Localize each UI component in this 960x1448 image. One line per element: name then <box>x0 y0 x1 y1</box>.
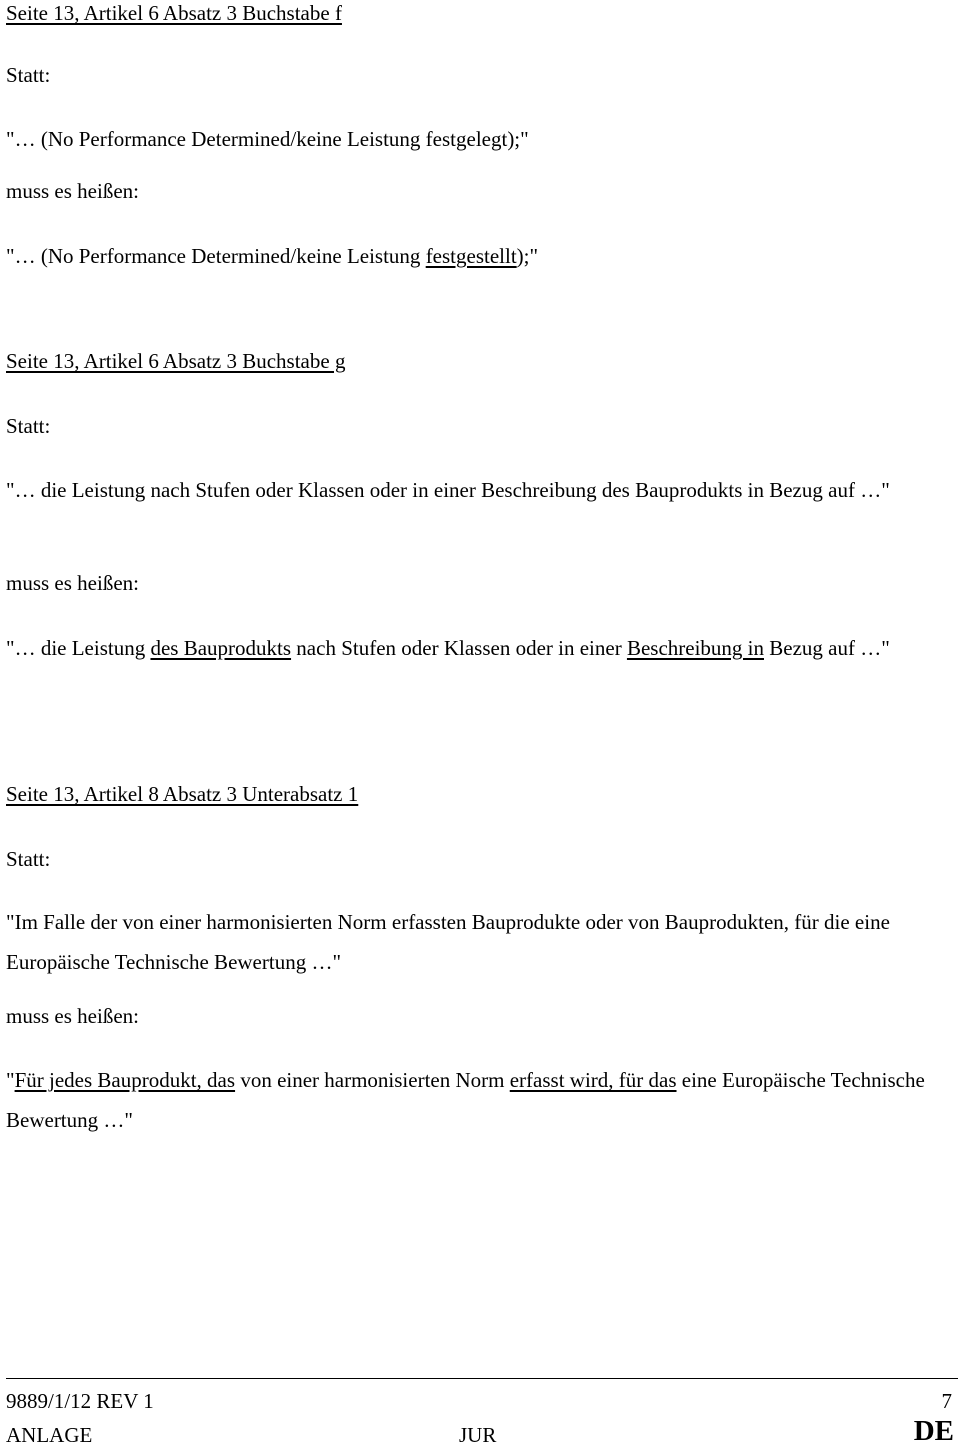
department-label: JUR <box>459 1423 497 1447</box>
old-text: "… (No Performance Determined/keine Leistung festgelegt);" <box>6 127 529 151</box>
muss-label: muss es heißen: <box>6 1004 139 1028</box>
language-code: DE <box>913 1415 954 1447</box>
new-text: "Für jedes Bauprodukt, das von einer harmonisierten Norm erfasst wird, für das eine Europäische Technische Bewertung …" <box>6 1068 925 1132</box>
muss-label: muss es heißen: <box>6 571 139 595</box>
statt-label: Statt: <box>6 414 51 438</box>
section-heading: Seite 13, Artikel 6 Absatz 3 Buchstabe g <box>6 349 346 373</box>
new-text: "… (No Performance Determined/keine Leistung festgestellt);" <box>6 244 539 268</box>
muss-label: muss es heißen: <box>6 179 139 203</box>
statt-label: Statt: <box>6 847 51 871</box>
page-number: 7 <box>941 1389 952 1413</box>
annex-label: ANLAGE <box>6 1423 93 1447</box>
section-heading: Seite 13, Artikel 8 Absatz 3 Unterabsatz 1 <box>6 782 359 806</box>
new-text: "… die Leistung des Bauprodukts nach Stufen oder Klassen oder in einer Beschreibung in Bezug auf …" <box>6 636 890 660</box>
old-text: "… die Leistung nach Stufen oder Klassen oder in einer Beschreibung des Bauprodukts in Bezug auf …" <box>6 478 890 502</box>
section-heading: Seite 13, Artikel 6 Absatz 3 Buchstabe f <box>6 1 342 25</box>
old-text: "Im Falle der von einer harmonisierten Norm erfassten Bauprodukte oder von Bauprodukten, für die eine Europäische Technische Bewertung …" <box>6 910 890 974</box>
doc-number: 9889/1/12 REV 1 <box>6 1389 154 1413</box>
footer-divider <box>6 1378 958 1379</box>
statt-label: Statt: <box>6 63 51 87</box>
